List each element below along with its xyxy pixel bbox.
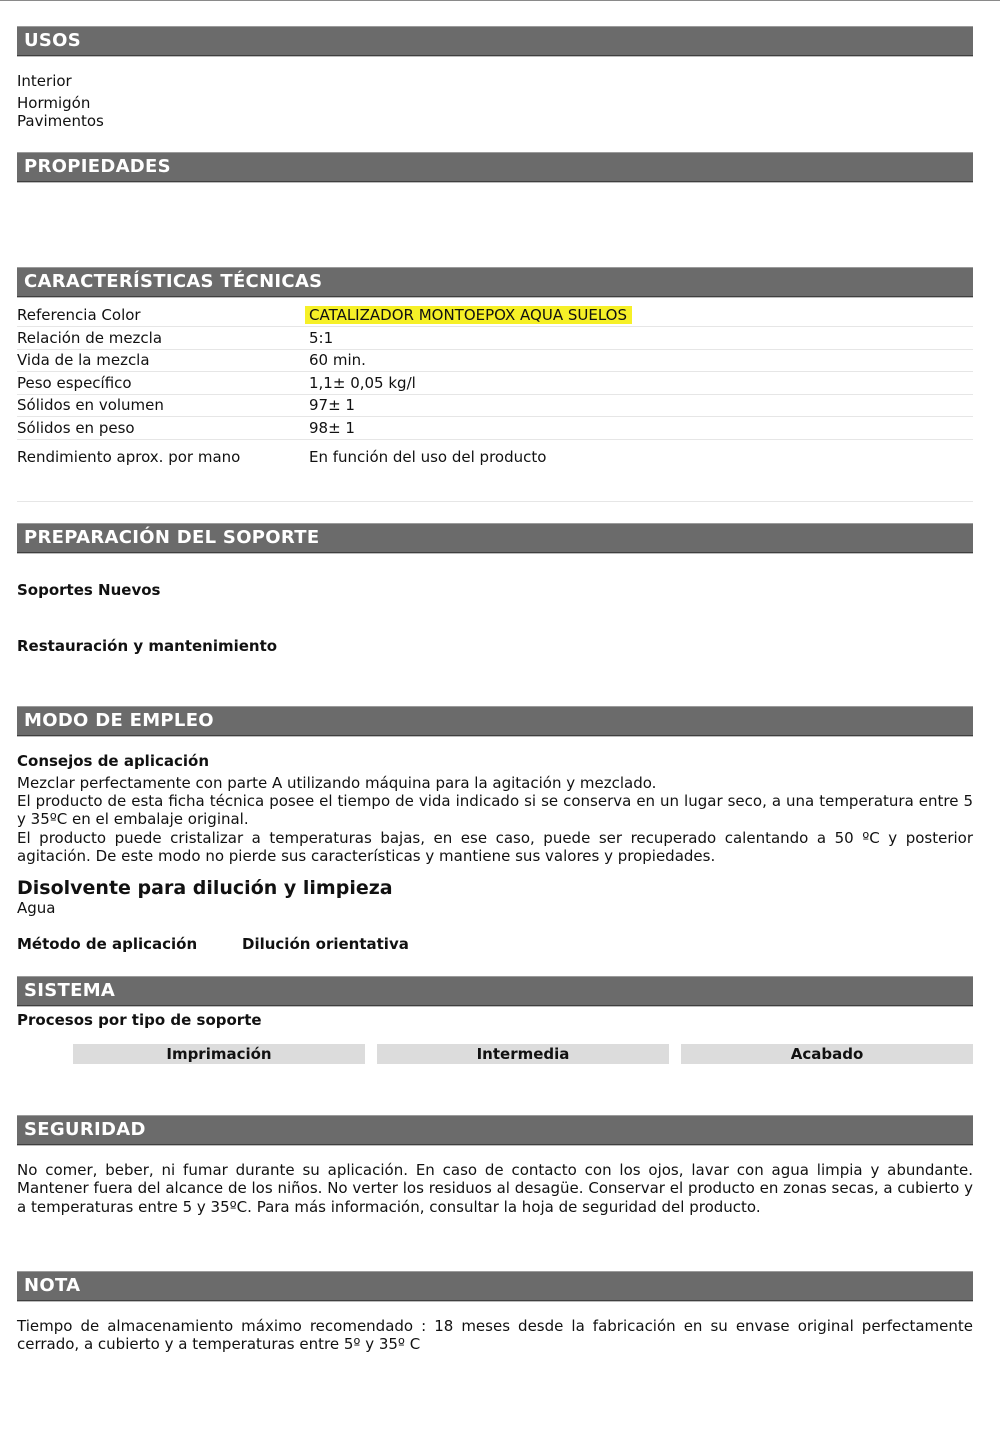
metodo-aplicacion-label: Método de aplicación	[17, 935, 198, 953]
usos-item-hormigon: Hormigón	[17, 94, 91, 112]
dilucion-orientativa-label: Dilución orientativa	[242, 935, 409, 953]
consejos-paragraph-3: El producto puede cristalizar a temperaturas bajas, en ese caso, puede ser recuperado calentando a 50 ºC y posterior agitación. De este modo no pierde sus características y mantiene sus valores y propiedades.	[17, 829, 973, 866]
section-header-propiedades: PROPIEDADES	[17, 152, 973, 182]
section-header-nota: NOTA	[17, 1271, 973, 1301]
consejos-heading: Consejos de aplicación	[17, 752, 209, 770]
tech-label: Relación de mezcla	[17, 329, 163, 347]
usos-item-interior: Interior	[17, 72, 72, 90]
section-header-seguridad: SEGURIDAD	[17, 1115, 973, 1145]
tech-value-highlighted: CATALIZADOR MONTOEPOX AQUA SUELOS	[305, 306, 632, 324]
tech-row-rendimiento	[17, 446, 973, 468]
tech-row-vida-mezcla	[17, 349, 973, 372]
tech-label: Sólidos en volumen	[17, 396, 164, 414]
tech-label: Peso específico	[17, 374, 132, 392]
disolvente-value: Agua	[17, 899, 56, 917]
tech-row-referencia-color	[17, 304, 973, 327]
tech-row-peso-especifico	[17, 372, 973, 395]
tech-label: Rendimiento aprox. por mano	[17, 448, 241, 466]
tech-value-wrapper	[309, 304, 632, 326]
tech-value: 60 min.	[309, 351, 366, 369]
procesos-heading: Procesos por tipo de soporte	[17, 1011, 262, 1029]
tech-label: Vida de la mezcla	[17, 351, 150, 369]
soportes-nuevos-heading: Soportes Nuevos	[17, 581, 161, 599]
consejos-paragraph-2: El producto de esta ficha técnica posee el tiempo de vida indicado si se conserva en un lugar seco, a una temperatura entre 5 y 35ºC en el embalaje original.	[17, 792, 973, 829]
seguridad-paragraph: No comer, beber, ni fumar durante su aplicación. En caso de contacto con los ojos, lavar con agua limpia y abundante. Mantener fuera del alcance de los niños. No verter los residuos al desagüe. Conservar el producto en zonas secas, a cubierto y a temperaturas entre 5 y 35ºC. Para más información, consultar la hoja de seguridad del producto.	[17, 1161, 973, 1216]
section-header-modo-empleo: MODO DE EMPLEO	[17, 706, 973, 736]
disolvente-heading: Disolvente para dilución y limpieza	[17, 877, 393, 899]
section-header-usos: USOS	[17, 26, 973, 56]
tech-label: Referencia Color	[17, 306, 141, 324]
tech-value: 98± 1	[309, 419, 355, 437]
usos-item-pavimentos: Pavimentos	[17, 112, 104, 130]
section-header-caracteristicas: CARACTERÍSTICAS TÉCNICAS	[17, 267, 973, 297]
tech-row-solidos-peso	[17, 417, 973, 440]
section-header-sistema: SISTEMA	[17, 976, 973, 1006]
tech-value: 5:1	[309, 329, 334, 347]
tech-label: Sólidos en peso	[17, 419, 135, 437]
tech-row-relacion-mezcla	[17, 327, 973, 350]
section-header-preparacion: PREPARACIÓN DEL SOPORTE	[17, 523, 973, 553]
section-divider	[17, 501, 973, 502]
sistema-column-intermedia: Intermedia	[377, 1044, 669, 1064]
tech-value: En función del uso del producto	[309, 448, 547, 466]
sistema-column-imprimacion: Imprimación	[73, 1044, 365, 1064]
tech-value: 97± 1	[309, 396, 355, 414]
nota-paragraph: Tiempo de almacenamiento máximo recomendado : 18 meses desde la fabricación en su envase original perfectamente cerrado, a cubierto y a temperaturas entre 5º y 35º C	[17, 1317, 973, 1354]
top-border	[0, 0, 1000, 1]
consejos-paragraph-1: Mezclar perfectamente con parte A utilizando máquina para la agitación y mezclado.	[17, 774, 657, 792]
sistema-column-acabado: Acabado	[681, 1044, 973, 1064]
restauracion-heading: Restauración y mantenimiento	[17, 637, 278, 655]
tech-row-solidos-volumen	[17, 394, 973, 417]
tech-value: 1,1± 0,05 kg/l	[309, 374, 416, 392]
